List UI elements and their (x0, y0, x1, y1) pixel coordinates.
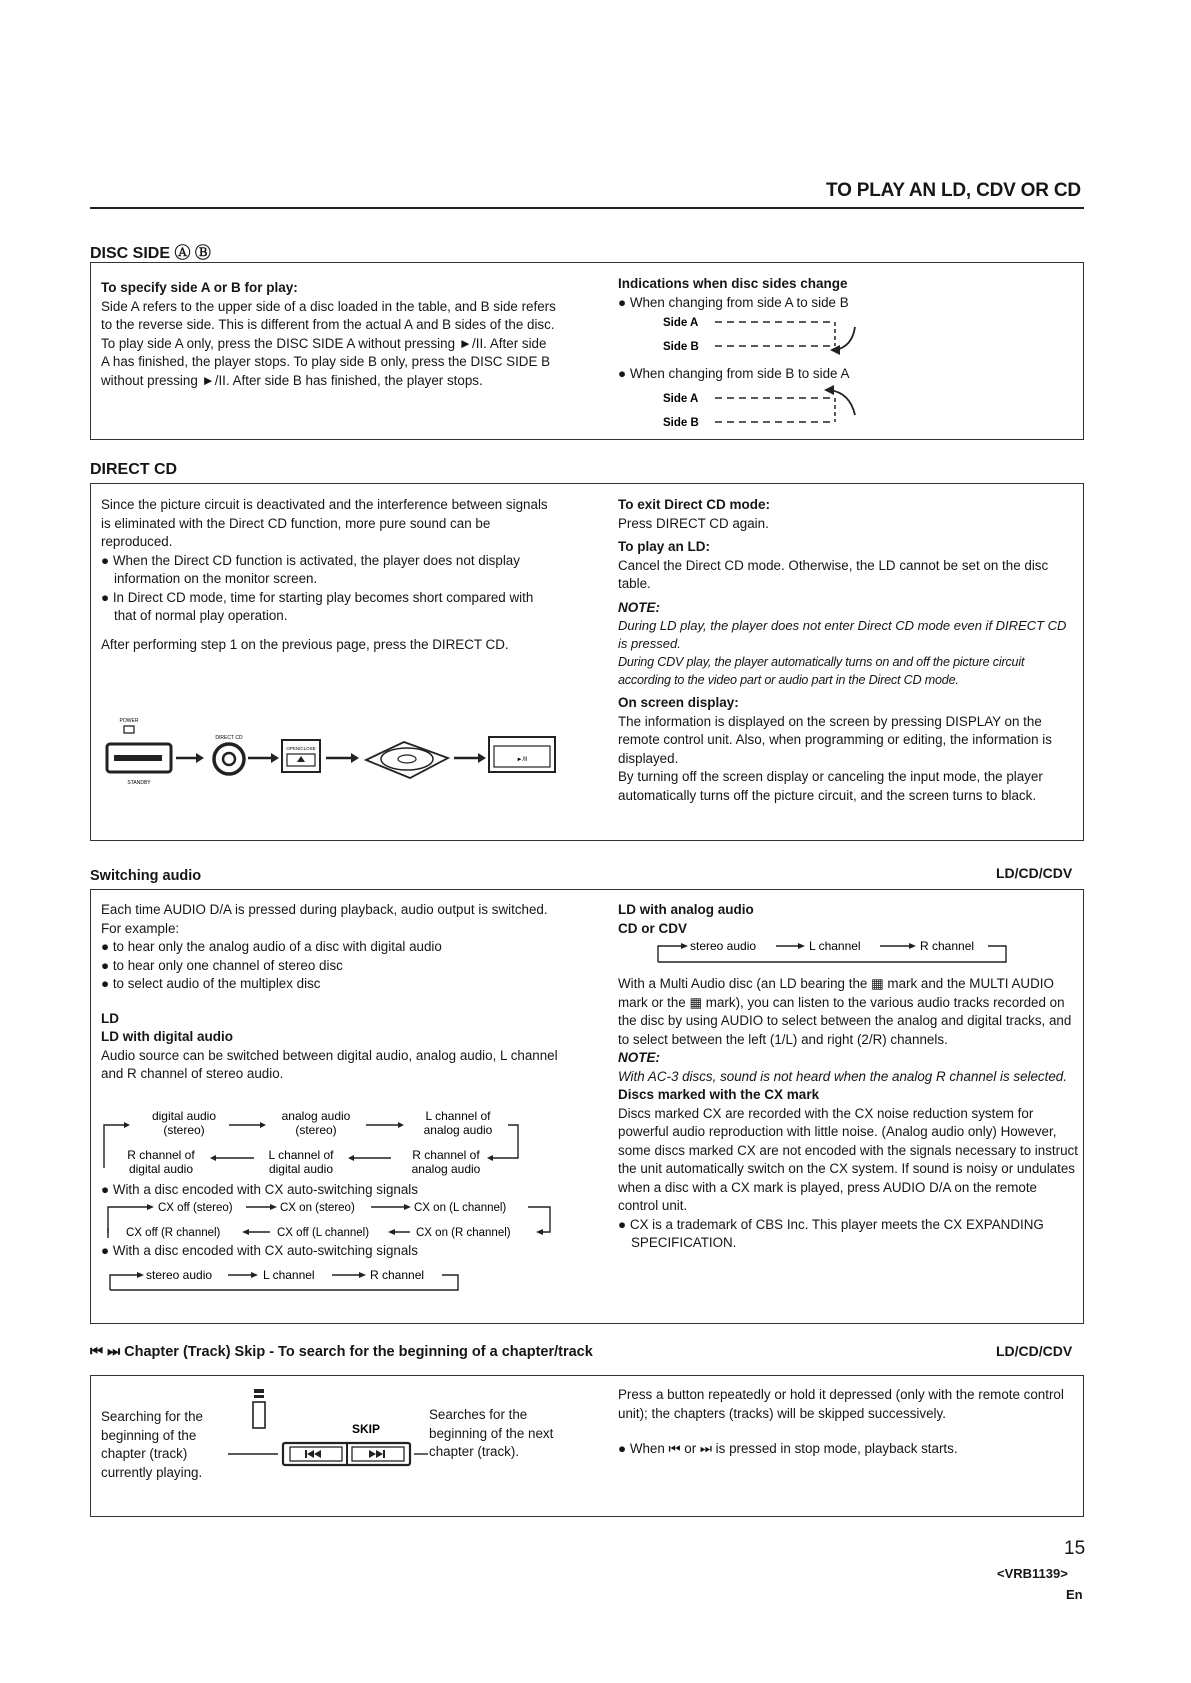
cx-heading: Discs marked with the CX mark (618, 1087, 820, 1102)
multi-audio-block (618, 975, 1078, 1253)
cycle2-a: CX off (stereo) (158, 1202, 233, 1214)
audio-bullet-2-text: to hear only one channel of stereo disc (112, 957, 343, 973)
direct-cd-left (101, 496, 556, 654)
switching-audio-tag: LD/CD/CDV (996, 865, 1073, 881)
direct-cd-label: DIRECT CD (215, 735, 243, 741)
cx-bullet-2: ● With a disc encoded with CX auto-switching signals (101, 1243, 418, 1258)
direct-cd-bullet-2-text: In Direct CD mode, time for starting play becomes short compared with that of normal play operation. (112, 589, 534, 623)
disc-side-heading: To specify side A or B for play: (101, 280, 298, 295)
cycle1-e: L channel of (268, 1148, 334, 1162)
audio-bullet-1: ● to hear only the analog audio of a disc with digital audio (101, 939, 442, 954)
ld-digital-heading: LD with digital audio (101, 1029, 233, 1044)
direct-cd-step: After performing step 1 on the previous page, press the DIRECT CD. (101, 636, 509, 652)
power-label: POWER (119, 718, 139, 724)
disc-side-title: DISC SIDE Ⓐ Ⓑ (90, 245, 211, 262)
cycle3-c: R channel (370, 1268, 425, 1282)
audio-bullet-3-text: to select audio of the multiplex disc (112, 976, 321, 991)
cycle2-f: CX on (R channel) (416, 1227, 511, 1239)
ld-digital-text: Audio source can be switched between digital audio, analog audio, L channel and R channel of stereo audio. (101, 1047, 558, 1081)
disc-icon (366, 742, 448, 778)
skip-bullet: ● When ⏮ or ⏭ is pressed in stop mode, playback starts. (618, 1441, 958, 1456)
direct-cd-procedure-diagram (104, 712, 564, 792)
skip-desc-text: Press a button repeatedly or hold it depressed (only with the remote control unit); the chapters (tracks) will be skipped successively. (618, 1387, 1064, 1421)
switching-audio-right (618, 901, 1078, 938)
cycle2-d: CX off (R channel) (126, 1227, 221, 1239)
cycle1-e2: digital audio (268, 1162, 334, 1176)
cycle2-b: CX on (stereo) (280, 1202, 355, 1214)
cycle2-e: CX off (L channel) (277, 1227, 370, 1239)
switching-audio-title: Switching audio (90, 868, 202, 884)
direct-note-1: During LD play, the player does not enter Direct CD mode even if DIRECT CD is pressed. (618, 618, 1067, 651)
cycle3-b: L channel (263, 1268, 315, 1282)
play-ld-text: Cancel the Direct CD mode. Otherwise, the LD cannot be set on the disc table. (618, 557, 1049, 591)
direct-cd-title: DIRECT CD (90, 461, 178, 478)
language-code: En (1066, 1587, 1083, 1602)
side-b-label-2: Side B (663, 417, 699, 429)
audio-note-text: With AC-3 discs, sound is not heard when the analog R channel is selected. (618, 1068, 1067, 1084)
remote-control-icon (253, 1402, 265, 1428)
side-a-label-2: Side A (663, 393, 699, 405)
skip-description (618, 1386, 1078, 1459)
audio-bullet-1-text: to hear only the analog audio of a disc with digital audio (112, 939, 442, 954)
for-example: For example: (101, 920, 180, 936)
disc-side-para-1: Side A refers to the upper side of a disc loaded in the table, and B side refers to the reverse side. This is different from the actual A and B sides of the disc. (101, 298, 556, 332)
disc-side-para-2: To play side A only, press the DISC SIDE A without pressing ►/II. After side A has finished, the player stops. To play side B only, press the DISC SIDE B without pressing ►/II. After side B has finished, the player stops. (101, 335, 551, 388)
page-header-title: TO PLAY AN LD, CDV OR CD (826, 180, 1081, 201)
cycle1-a: digital audio (151, 1109, 217, 1123)
cx-trademark: ● CX is a trademark of CBS Inc. This player meets the CX EXPANDING SPECIFICATION. (618, 1216, 1044, 1250)
cx-bullet-2-text: With a disc encoded with CX auto-switching signals (112, 1243, 418, 1258)
header-rule (90, 207, 1084, 209)
direct-cd-bullet-1: ● When the Direct CD function is activated, the player does not display information on the monitor screen. (101, 552, 520, 586)
skip-forward-icon (369, 1450, 385, 1458)
osd-heading: On screen display: (618, 695, 739, 710)
cycle1-f2: analog audio (411, 1162, 481, 1176)
disc-side-right (618, 275, 1073, 312)
bullet-b-to-a: ● When changing from side B to side A (618, 366, 850, 381)
cycle1-b: analog audio (281, 1109, 351, 1123)
cx-bullet-1-text: With a disc encoded with CX auto-switching signals (112, 1182, 418, 1197)
audio-note-heading: NOTE: (618, 1050, 660, 1065)
skip-bullet-text: When ⏮ or ⏭ is pressed in stop mode, playback starts. (629, 1441, 958, 1456)
exit-direct-text: Press DIRECT CD again. (618, 515, 769, 531)
switching-audio-left (101, 901, 561, 1084)
cycle1-f: R channel of (412, 1148, 480, 1162)
cycle1-d: R channel of (127, 1148, 195, 1162)
cx-bullet-1: ● With a disc encoded with CX auto-switching signals (101, 1182, 418, 1197)
direct-note-2: During CDV play, the player automatically turns on and off the picture circuit according to the video part or audio part in the Direct CD mode. (618, 655, 1025, 687)
audio-intro: Each time AUDIO D/A is pressed during playback, audio output is switched. (101, 902, 548, 917)
bullet-a-to-b: ● When changing from side A to side B (618, 294, 849, 310)
side-a-to-b-diagram (660, 312, 890, 360)
ld-analog-heading: LD with analog audio (618, 902, 754, 917)
power-button-icon (124, 726, 134, 733)
direct-cd-button-icon (214, 744, 244, 774)
standby-label: STANDBY (127, 780, 151, 786)
side-b-to-a-diagram (660, 385, 890, 435)
skip-left-text: Searching for the beginning of the chapter (track) currently playing. (101, 1409, 203, 1480)
cd-cdv-heading: CD or CDV (618, 920, 688, 936)
direct-note-heading: NOTE: (618, 599, 660, 615)
cycle3-a: stereo audio (146, 1268, 213, 1282)
disc-side-left (101, 279, 556, 390)
doc-code: <VRB1139> (997, 1566, 1068, 1581)
skip-label: SKIP (351, 1422, 381, 1436)
right-cycle-a: stereo audio (690, 939, 757, 953)
chapter-skip-tag: LD/CD/CDV (996, 1343, 1073, 1359)
bullet-b-to-a-text: When changing from side B to side A (629, 366, 850, 381)
side-a-label-1: Side A (663, 317, 699, 329)
cycle1-c2: analog audio (423, 1123, 493, 1137)
osd-text-1: The information is displayed on the screen by pressing DISPLAY on the remote control unit. Also, when programming or editing, the information is displayed. (618, 713, 1052, 766)
skip-right-text: Searches for the beginning of the next chapter (track). (429, 1407, 554, 1459)
cycle1-d2: digital audio (128, 1162, 194, 1176)
cx-cycle-diagram (96, 1198, 556, 1242)
digital-audio-cycle-diagram (96, 1108, 556, 1180)
stereo-cycle-diagram-left (100, 1262, 480, 1296)
ld-heading: LD (101, 1010, 119, 1026)
direct-cd-bullet-2: ● In Direct CD mode, time for starting play becomes short compared with that of normal play operation. (101, 589, 534, 623)
cycle2-c: CX on (L channel) (414, 1202, 507, 1214)
side-change-heading: Indications when disc sides change (618, 276, 848, 291)
osd-text-2: By turning off the screen display or canceling the input mode, the player automatically turns off the picture circuit, and the screen turns to black. (618, 769, 1043, 803)
cycle1-a2: (stereo) (163, 1123, 205, 1137)
direct-cd-bullet-1-text: When the Direct CD function is activated, the player does not display information on the monitor screen. (112, 552, 520, 586)
audio-bullet-3: ● to select audio of the multiplex disc (101, 976, 321, 991)
cycle1-b2: (stereo) (295, 1123, 337, 1137)
skip-back-icon (305, 1450, 321, 1458)
multi-audio-text: With a Multi Audio disc (an LD bearing the ▦ mark and the MULTI AUDIO mark or the ▦ mark), you can listen to the various audio tracks recorded on the disc by using AUDIO to select between the analog and digital tracks, and to select between the left (1/L) and right (2/R) channels. (618, 976, 1072, 1047)
cx-text: Discs marked CX are recorded with the CX noise reduction system for powerful audio reproduction with little noise. (Analog audio only) However, some discs marked CX are not encoded with the signals necessary to instruct the unit automatically switch on the CX system. If sound is noisy or undulates when a disc with a CX mark is played, press AUDIO D/A on the remote control unit. (618, 1105, 1078, 1213)
direct-cd-intro: Since the picture circuit is deactivated and the interference between signals is eliminated with the Direct CD function, more pure sound can be reproduced. (101, 497, 548, 549)
direct-cd-right (618, 496, 1078, 805)
play-ld-heading: To play an LD: (618, 539, 711, 554)
cx-trademark-text: CX is a trademark of CBS Inc. This player meets the CX EXPANDING SPECIFICATION. (629, 1216, 1044, 1250)
bullet-a-to-b-text: When changing from side A to side B (629, 294, 849, 310)
right-cycle-c: R channel (920, 939, 975, 953)
play-pause-label: ►/II (516, 757, 528, 763)
skip-buttons-diagram (228, 1385, 428, 1470)
chapter-skip-title: ⏮ ⏭ Chapter (Track) Skip - To search for the beginning of a chapter/track (90, 1344, 593, 1360)
cycle1-c: L channel of (425, 1109, 491, 1123)
audio-bullet-2: ● to hear only one channel of stereo disc (101, 957, 343, 973)
page-number: 15 (1064, 1538, 1086, 1559)
stereo-cycle-diagram-right (654, 936, 1024, 970)
open-close-label: OPEN/CLOSE (286, 746, 316, 751)
exit-direct-heading: To exit Direct CD mode: (618, 497, 771, 512)
right-cycle-b: L channel (809, 939, 861, 953)
side-b-label-1: Side B (663, 341, 699, 353)
